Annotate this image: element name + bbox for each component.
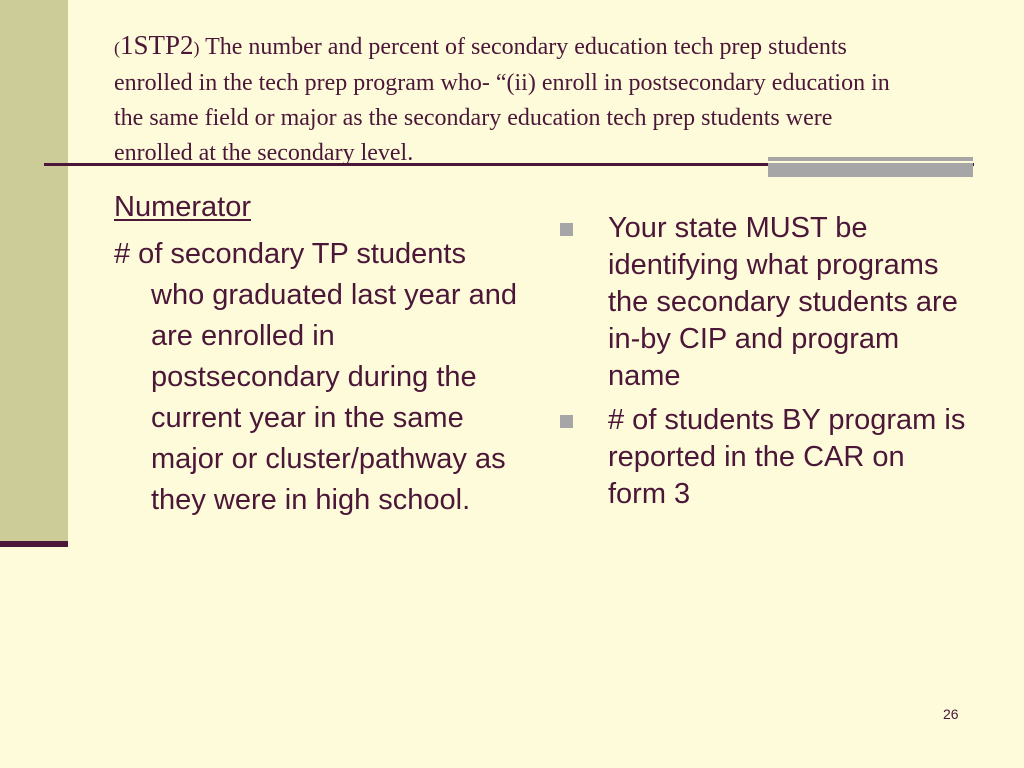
numerator-text: # of secondary TP students who graduated last year and are enrolled in postsecondary during the current year in the same major or cluster/pathway as they were in high school.: [114, 238, 517, 516]
square-bullet-icon: [560, 415, 573, 428]
title-open-paren: (: [114, 38, 120, 58]
bullet-text: # of students BY program is reported in the CAR on form 3: [608, 404, 966, 510]
slide-title: [114, 28, 914, 171]
bullet-item: [560, 210, 970, 395]
title-close-paren: ): [193, 38, 200, 58]
bullet-item: [560, 402, 970, 513]
numerator-section: [114, 187, 524, 521]
bullet-text: Your state MUST be identifying what programs the secondary students are in-by CIP and program name: [608, 212, 958, 392]
left-accent-bar: [0, 541, 68, 547]
title-code: 1STP2: [120, 30, 194, 60]
bullet-list: [560, 210, 970, 520]
square-bullet-icon: [560, 223, 573, 236]
page-number: 26: [943, 706, 959, 722]
title-text: The number and percent of secondary education tech prep students enrolled in the tech prep program who- “(ii) enroll in postsecondary education in the same field or major as the secondary education tech prep students were enrolled at the secondary level.: [114, 34, 890, 166]
numerator-heading: Numerator: [114, 191, 251, 223]
left-side-band: [0, 0, 68, 545]
